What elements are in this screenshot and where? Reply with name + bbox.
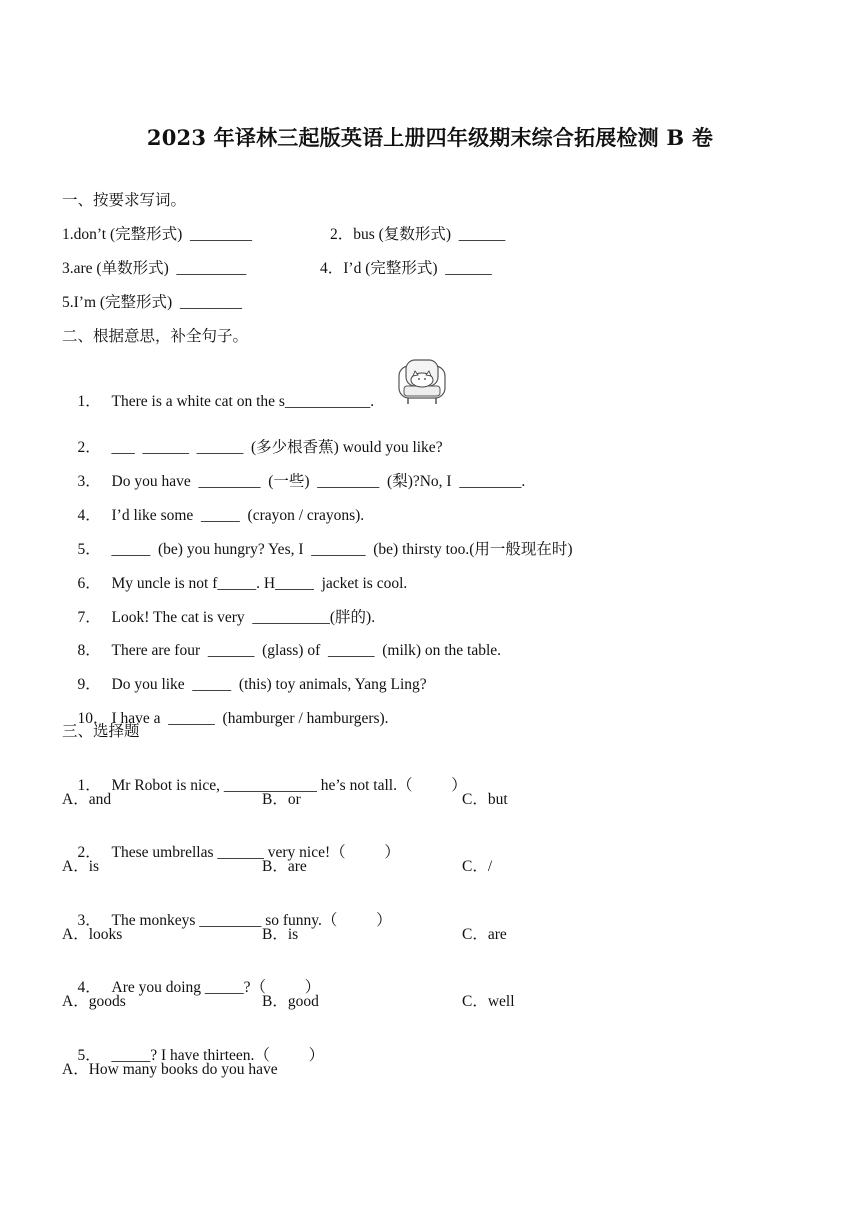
s3-q5-text: _____? I have thirteen.（ ） <box>111 1047 325 1064</box>
s2-item-4-num: 4． <box>77 507 101 524</box>
s2-item-6-num: 6． <box>77 575 101 592</box>
section3-heading: 三、选择题 <box>62 723 140 740</box>
s2-item-5-num: 5． <box>77 541 101 558</box>
s2-item-2-num: 2． <box>77 439 101 456</box>
s1-item-2: 2．bus (复数形式) ______ <box>330 226 506 243</box>
s3-q3-option-b[interactable]: B．is <box>262 926 299 943</box>
s2-item-7-text: Look! The cat is very __________(胖的). <box>111 609 376 626</box>
s3-q3-option-c[interactable]: C．are <box>462 926 507 943</box>
section2-heading: 二、根据意思，补全句子。 <box>62 328 249 345</box>
s1-item-3: 3.are (单数形式) _________ <box>62 260 247 277</box>
s2-item-4-text: I’d like some _____ (crayon / crayons). <box>111 507 365 524</box>
s3-q2-option-b[interactable]: B．are <box>262 858 307 875</box>
page-title: 2023 年译林三起版英语上册四年级期末综合拓展检测 B 卷 <box>146 125 714 150</box>
s3-q4-text: Are you doing _____?（ ） <box>111 979 321 996</box>
s2-item-8-text: There are four ______ (glass) of ______ (milk) on the table. <box>111 642 502 659</box>
s2-item-1-text: There is a white cat on the s___________. <box>111 393 375 410</box>
armchair-with-cat-icon <box>398 356 446 406</box>
s3-q2-option-a[interactable]: A．is <box>62 858 100 875</box>
s3-q2-text: These umbrellas ______ very nice!（ ） <box>111 844 400 861</box>
s3-q5-num: 5． <box>77 1047 101 1064</box>
s2-item-10-text: I have a ______ (hamburger / hamburgers). <box>111 710 389 727</box>
s3-q1-option-b[interactable]: B．or <box>262 791 301 808</box>
s1-item-1: 1.don’t (完整形式) ________ <box>62 226 253 243</box>
s2-item-9-num: 9． <box>77 676 101 693</box>
s3-q3-option-a[interactable]: A．looks <box>62 926 123 943</box>
s3-q4-option-a[interactable]: A．goods <box>62 993 126 1010</box>
s2-item-1-num: 1． <box>77 393 101 410</box>
s3-q2-option-c[interactable]: C．/ <box>462 858 493 875</box>
s3-question-2 <box>62 823 400 883</box>
s3-q1-option-a[interactable]: A．and <box>62 791 112 808</box>
s3-q1-text: Mr Robot is nice, ____________ he’s not tall.（ ） <box>111 777 467 794</box>
s2-item-3-num: 3． <box>77 473 101 490</box>
s2-item-2-text: ___ ______ ______ (多少根香蕉) would you like? <box>111 439 443 456</box>
s2-item-7-num: 7． <box>77 609 101 626</box>
s3-q4-option-c[interactable]: C．well <box>462 993 515 1010</box>
s3-q2-num: 2． <box>77 844 101 861</box>
s2-item-5-text: _____ (be) you hungry? Yes, I _______ (be) thirsty too.(用一般现在时) <box>111 541 573 558</box>
s3-q5-option-a[interactable]: A．How many books do you have <box>62 1061 278 1078</box>
s2-item-8-num: 8． <box>77 642 101 659</box>
s2-item-3-text: Do you have ________ (一些) ________ (梨)?No, I ________. <box>111 473 526 490</box>
s3-q3-text: The monkeys ________ so funny.（ ） <box>111 912 392 929</box>
s3-q3-num: 3． <box>77 912 101 929</box>
s3-q1-option-c[interactable]: C．but <box>462 791 508 808</box>
s3-q4-num: 4． <box>77 979 101 996</box>
s1-item-4: 4．I’d (完整形式) ______ <box>320 260 492 277</box>
s2-item-9-text: Do you like _____ (this) toy animals, Yang Ling? <box>111 676 427 693</box>
s3-q4-option-b[interactable]: B．good <box>262 993 319 1010</box>
s2-item-10-num: 10． <box>77 710 109 727</box>
s3-q1-num: 1． <box>77 777 101 794</box>
s2-item-6-text: My uncle is not f_____. H_____ jacket is cool. <box>111 575 408 592</box>
s1-item-5: 5.I’m (完整形式) ________ <box>62 294 242 311</box>
section1-heading: 一、按要求写词。 <box>62 192 187 209</box>
